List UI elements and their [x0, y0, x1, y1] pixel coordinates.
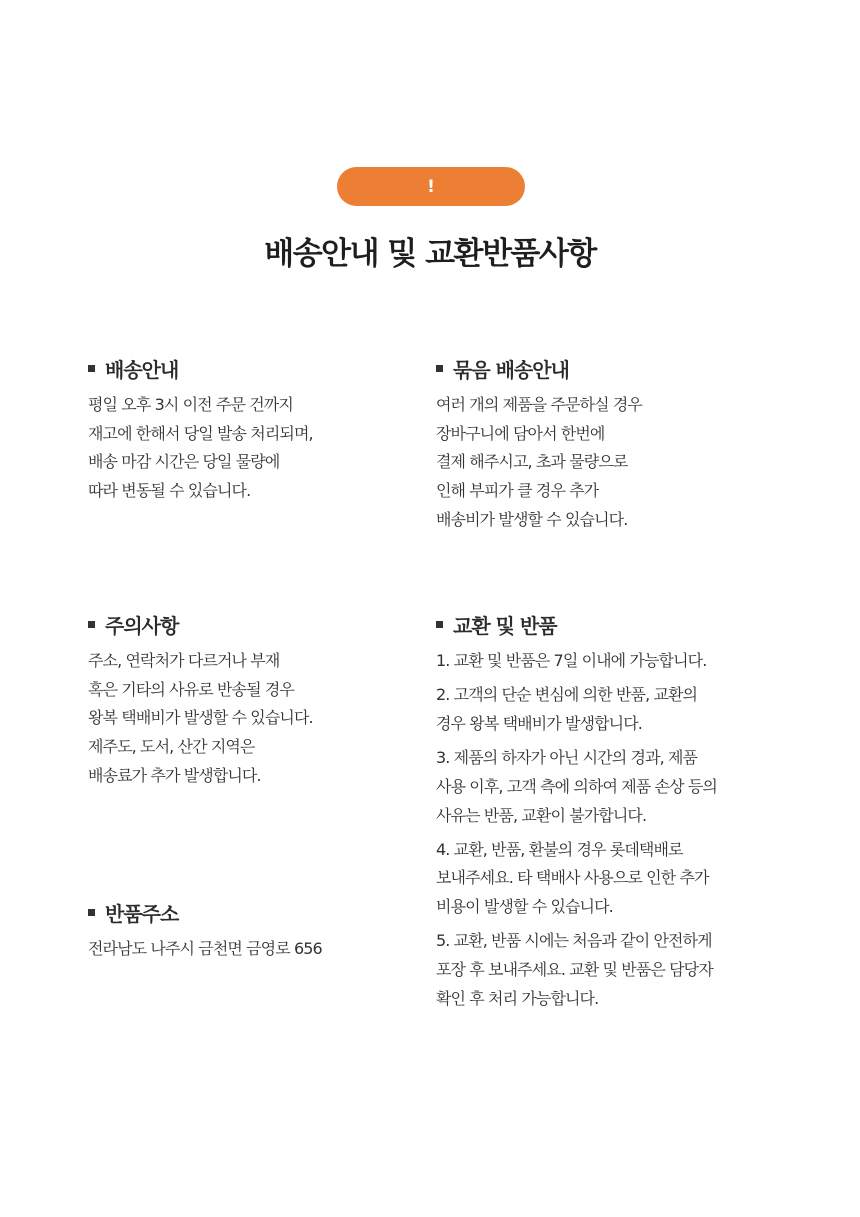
body-line: 전라남도 나주시 금천면 금영로 656: [88, 939, 322, 958]
exclamation-icon: !: [427, 176, 435, 197]
body-line: 사유는 반품, 교환이 불가합니다.: [436, 805, 647, 825]
list-item: [436, 927, 816, 1013]
notice-badge: [337, 167, 525, 206]
body-line: 재고에 한해서 당일 발송 처리되며,: [88, 423, 313, 443]
section-heading-text: 묶음 배송안내: [453, 357, 569, 382]
body-line: 보내주세요. 타 택배사 사용으로 인한 추가: [436, 868, 709, 888]
body-line: 4. 교환, 반품, 환불의 경우 롯데택배로: [436, 839, 683, 859]
body-line: 제주도, 도서, 산간 지역은: [88, 737, 255, 757]
section-heading: [88, 610, 428, 638]
section-heading: [436, 610, 816, 638]
section-heading-text: 교환 및 반품: [453, 613, 557, 638]
body-line: 확인 후 처리 가능합니다.: [436, 988, 599, 1008]
body-line: 5. 교환, 반품 시에는 처음과 같이 안전하게: [436, 931, 712, 951]
bullet-square-icon: [88, 621, 95, 628]
body-line: 장바구니에 담아서 한번에: [436, 423, 605, 443]
bullet-square-icon: [436, 621, 443, 628]
body-line: 배송료가 추가 발생합니다.: [88, 765, 261, 785]
section-bundle-shipping: [436, 354, 776, 535]
section-body: [88, 647, 428, 791]
body-line: 경우 왕복 택배비가 발생합니다.: [436, 713, 642, 733]
bullet-square-icon: [436, 365, 443, 372]
body-line: 결제 해주시고, 초과 물량으로: [436, 452, 628, 472]
body-line: 인해 부피가 클 경우 추가: [436, 481, 599, 501]
section-body: [88, 935, 428, 964]
section-heading-text: 배송안내: [105, 357, 179, 382]
section-heading-text: 반품주소: [105, 901, 179, 926]
list-item: [436, 681, 816, 738]
section-caution: [88, 610, 428, 791]
body-line: 2. 고객의 단순 변심에 의한 반품, 교환의: [436, 685, 698, 705]
section-return-address: [88, 898, 428, 964]
section-heading-text: 주의사항: [105, 613, 179, 638]
section-body: [436, 647, 816, 1013]
page-title: 배송안내 및 교환반품사항: [264, 236, 596, 272]
section-body: [88, 391, 428, 506]
section-shipping-info: [88, 354, 428, 506]
body-line: 왕복 택배비가 발생할 수 있습니다.: [88, 708, 313, 728]
body-line: 사용 이후, 고객 측에 의하여 제품 손상 등의: [436, 776, 717, 796]
body-line: 배송비가 발생할 수 있습니다.: [436, 509, 628, 529]
body-line: 비용이 발생할 수 있습니다.: [436, 897, 613, 917]
body-line: 따라 변동될 수 있습니다.: [88, 481, 251, 501]
section-body: [436, 391, 776, 535]
section-exchange-return: [436, 610, 816, 1019]
body-line: 평일 오후 3시 이전 주문 건까지: [88, 395, 293, 414]
list-item: [436, 836, 816, 922]
body-line: 혹은 기타의 사유로 반송될 경우: [88, 679, 294, 699]
body-line: 여러 개의 제품을 주문하실 경우: [436, 395, 642, 414]
bullet-square-icon: [88, 909, 95, 916]
list-item: [436, 744, 816, 830]
body-line: 1. 교환 및 반품은 7일 이내에 가능합니다.: [436, 651, 707, 670]
section-heading: [436, 354, 776, 382]
section-heading: [88, 898, 428, 926]
section-heading: [88, 354, 428, 382]
body-line: 포장 후 보내주세요. 교환 및 반품은 담당자: [436, 960, 713, 980]
bullet-square-icon: [88, 365, 95, 372]
list-item: [436, 647, 816, 676]
body-line: 3. 제품의 하자가 아닌 시간의 경과, 제품: [436, 748, 698, 768]
body-line: 주소, 연락처가 다르거나 부재: [88, 651, 280, 670]
body-line: 배송 마감 시간은 당일 물량에: [88, 452, 280, 472]
